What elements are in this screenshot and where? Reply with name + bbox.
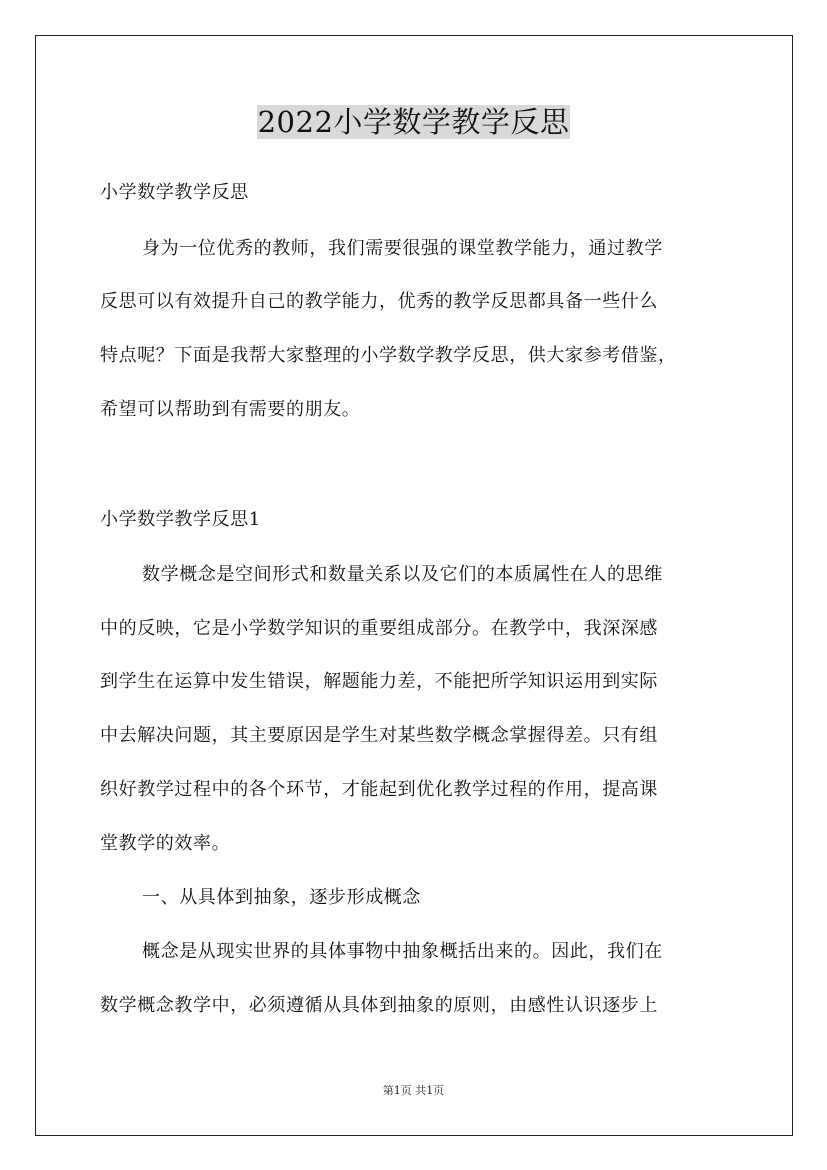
page-footer: 第1页 共1页 [382, 1084, 445, 1097]
paragraph-line: 堂教学的效率。 [100, 833, 231, 854]
paragraph-line: 到学生在运算中发生错误，解题能力差，不能把所学知识运用到实际 [100, 671, 658, 692]
paragraph-line: 反思可以有效提升自己的教学能力，优秀的教学反思都具备一些什么 [100, 291, 658, 312]
document-title [0, 100, 827, 144]
paragraph-line: 希望可以帮助到有需要的朋友。 [100, 399, 361, 420]
paragraph-line: 特点呢？下面是我帮大家整理的小学数学教学反思，供大家参考借鉴， [100, 345, 677, 366]
paragraph-line: 中的反映，它是小学数学知识的重要组成部分。在教学中，我深深感 [100, 618, 658, 639]
document-title-text: 2022小学数学教学反思 [257, 105, 570, 139]
subsection-heading: 一、从具体到抽象，逐步形成概念 [142, 887, 421, 908]
section-heading: 小学数学教学反思1 [100, 509, 261, 530]
paragraph-line: 数学概念教学中，必须遵循从具体到抽象的原则，由感性认识逐步上 [100, 995, 658, 1016]
paragraph-line: 织好教学过程中的各个环节，才能起到优化教学过程的作用，提高课 [100, 779, 658, 800]
paragraph-line: 中去解决问题，其主要原因是学生对某些数学概念掌握得差。只有组 [100, 725, 658, 746]
paragraph-line: 数学概念是空间形式和数量关系以及它们的本质属性在人的思维 [142, 564, 663, 585]
paragraph-line: 身为一位优秀的教师，我们需要很强的课堂教学能力，通过教学 [142, 238, 663, 259]
intro-heading: 小学数学教学反思 [100, 182, 249, 203]
paragraph-line: 概念是从现实世界的具体事物中抽象概括出来的。因此，我们在 [142, 941, 663, 962]
